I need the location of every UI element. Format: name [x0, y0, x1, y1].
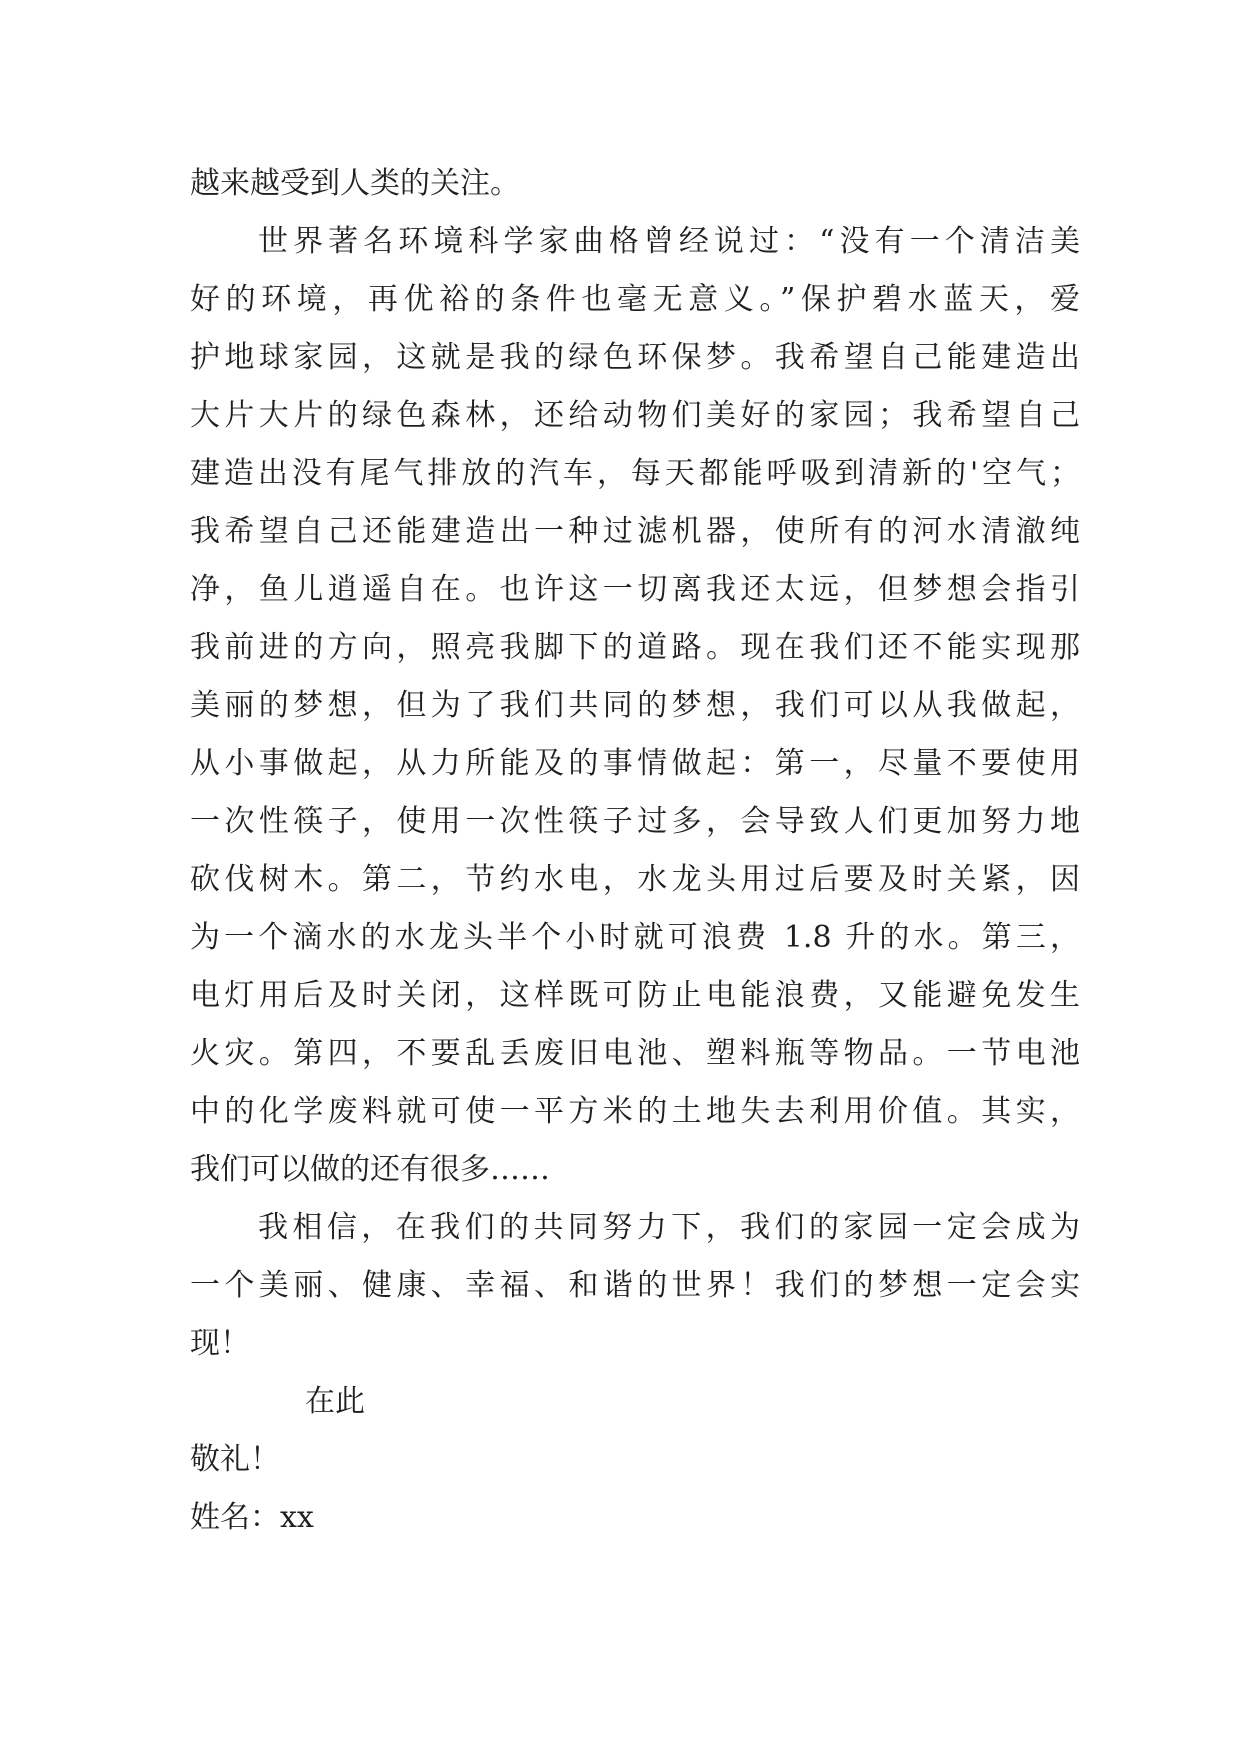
- text-line: 电灯用后及时关闭，这样既可防止电能浪费，又能避免发生: [190, 978, 1080, 1013]
- signature-name: 姓名：xx: [190, 1500, 314, 1535]
- text-line: 为一个滴水的水龙头半个小时就可浪费 1.8 升的水。第三，: [190, 920, 1080, 955]
- closing-respect: 敬礼！: [190, 1442, 280, 1477]
- text-line: 从小事做起，从力所能及的事情做起：第一，尽量不要使用: [190, 746, 1080, 781]
- text-line: 我相信，在我们的共同努力下，我们的家园一定会成为: [258, 1210, 1080, 1245]
- text-line: 我希望自己还能建造出一种过滤机器，使所有的河水清澈纯: [190, 514, 1080, 549]
- text-line: 现！: [190, 1326, 250, 1361]
- text-line: 世界著名环境科学家曲格曾经说过：“没有一个清洁美: [258, 224, 1080, 259]
- text-line: 我前进的方向，照亮我脚下的道路。现在我们还不能实现那: [190, 630, 1080, 665]
- text-line: 护地球家园，这就是我的绿色环保梦。我希望自己能建造出: [190, 340, 1080, 375]
- text-line: 一次性筷子，使用一次性筷子过多，会导致人们更加努力地: [190, 804, 1080, 839]
- text-line: 我们可以做的还有很多……: [190, 1152, 550, 1187]
- text-line: 砍伐树木。第二，节约水电，水龙头用过后要及时关紧，因: [190, 862, 1080, 897]
- text-line: 中的化学废料就可使一平方米的土地失去利用价值。其实，: [190, 1094, 1080, 1129]
- text-line: 好的环境，再优裕的条件也毫无意义。”保护碧水蓝天，爱: [190, 282, 1080, 317]
- text-line: 美丽的梦想，但为了我们共同的梦想，我们可以从我做起，: [190, 688, 1080, 723]
- text-line: 建造出没有尾气排放的汽车，每天都能呼吸到清新的'空气；: [190, 456, 1080, 491]
- text-line: 越来越受到人类的关注。: [190, 166, 520, 201]
- closing-salutation: 在此: [305, 1384, 365, 1419]
- text-line: 一个美丽、健康、幸福、和谐的世界！我们的梦想一定会实: [190, 1268, 1080, 1303]
- text-line: 大片大片的绿色森林，还给动物们美好的家园；我希望自己: [190, 398, 1080, 433]
- text-line: 火灾。第四，不要乱丢废旧电池、塑料瓶等物品。一节电池: [190, 1036, 1080, 1071]
- text-line: 净，鱼儿逍遥自在。也许这一切离我还太远，但梦想会指引: [190, 572, 1080, 607]
